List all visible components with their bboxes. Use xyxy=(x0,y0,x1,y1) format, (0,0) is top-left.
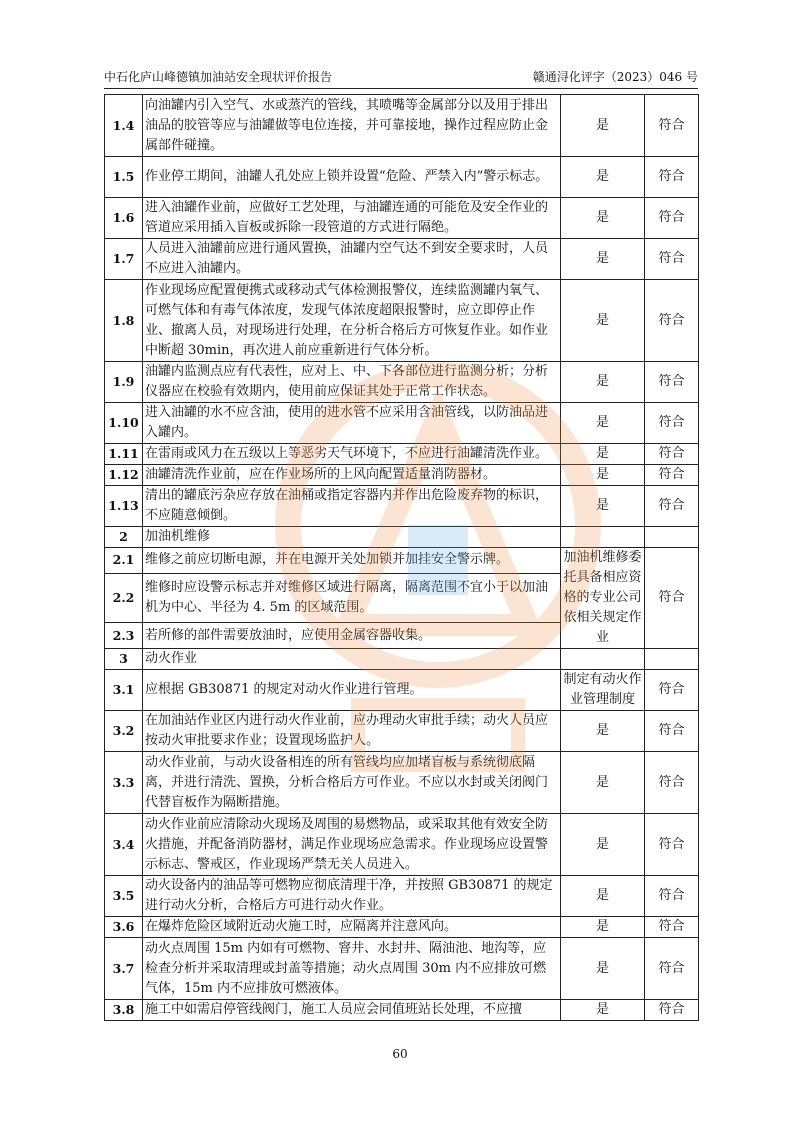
requirement-text: 动火点周围 15m 内如有可燃物、窨井、水封井、隔油池、地沟等，应检查分析并采取清理或封盖等措施；动火点周围 30m 内不应排放可燃气体，15m 内不应排放可燃液体。 xyxy=(143,938,561,1000)
compliance-status: 是 xyxy=(561,157,645,198)
evaluation-result: 符合 xyxy=(645,670,699,711)
table-row xyxy=(105,752,699,814)
item-number: 3.1 xyxy=(105,670,143,711)
table-row xyxy=(105,1000,699,1021)
compliance-status: 是 xyxy=(561,444,645,465)
compliance-status: 是 xyxy=(561,95,645,157)
compliance-status: 是 xyxy=(561,403,645,444)
requirement-text: 进入油罐作业前，应做好工艺处理，与油罐连通的可能危及安全作业的管道应采用插入盲板或拆除一段管道的方式进行隔绝。 xyxy=(143,198,561,239)
compliance-status: 制定有动火作业管理制度 xyxy=(561,670,645,711)
evaluation-result: 符合 xyxy=(645,1000,699,1021)
empty-cell xyxy=(561,649,645,670)
evaluation-result: 符合 xyxy=(645,711,699,752)
item-number: 1.10 xyxy=(105,403,143,444)
compliance-status: 是 xyxy=(561,362,645,403)
compliance-status: 是 xyxy=(561,465,645,486)
table-row xyxy=(105,280,699,362)
section-title: 加油机维修 xyxy=(143,527,561,548)
evaluation-result: 符合 xyxy=(645,362,699,403)
evaluation-result: 符合 xyxy=(645,917,699,938)
evaluation-result: 符合 xyxy=(645,444,699,465)
evaluation-result: 符合 xyxy=(645,486,699,527)
compliance-status: 是 xyxy=(561,752,645,814)
table-row xyxy=(105,527,699,548)
section-number: 2 xyxy=(105,527,143,548)
evaluation-result: 符合 xyxy=(645,876,699,917)
table-row xyxy=(105,95,699,157)
item-number: 2.3 xyxy=(105,623,143,649)
table-row xyxy=(105,465,699,486)
table-row xyxy=(105,670,699,711)
requirement-text: 进入油罐的水不应含油，使用的进水管不应采用含油管线，以防油品进入罐内。 xyxy=(143,403,561,444)
evaluation-result: 符合 xyxy=(645,403,699,444)
evaluation-result: 符合 xyxy=(645,465,699,486)
requirement-text: 在雷雨或风力在五级以上等恶劣天气环境下，不应进行油罐清洗作业。 xyxy=(143,444,561,465)
report-title: 中石化庐山峰德镇加油站安全现状评价报告 xyxy=(104,70,333,84)
requirement-text: 作业现场应配置便携式或移动式气体检测报警仪，连续监测罐内氧气、可燃气体和有毒气体浓度，发现气体浓度超限报警时，应立即停止作业、撤离人员，对现场进行处理，在分析合格后方可恢复作业。如作业中断超 30min，再次进人前应重新进行气体分析。 xyxy=(143,280,561,362)
item-number: 3.3 xyxy=(105,752,143,814)
requirement-text: 动火设备内的油品等可燃物应彻底清理干净，并按照 GB30871 的规定进行动火分析，合格后方可进行动火作业。 xyxy=(143,876,561,917)
compliance-status: 是 xyxy=(561,876,645,917)
item-number: 3.6 xyxy=(105,917,143,938)
compliance-status: 是 xyxy=(561,1000,645,1021)
section-number: 3 xyxy=(105,649,143,670)
table-row xyxy=(105,876,699,917)
evaluation-result: 符合 xyxy=(645,95,699,157)
table-row xyxy=(105,403,699,444)
item-number: 3.7 xyxy=(105,938,143,1000)
item-number: 2.1 xyxy=(105,548,143,574)
item-number: 1.7 xyxy=(105,239,143,280)
requirement-text: 维修之前应切断电源，并在电源开关处加锁并加挂安全警示牌。 xyxy=(143,548,561,574)
item-number: 1.4 xyxy=(105,95,143,157)
evaluation-result: 符合 xyxy=(645,198,699,239)
requirement-text: 在加油站作业区内进行动火作业前，应办理动火审批手续；动火人员应按动火审批要求作业；设置现场监护人。 xyxy=(143,711,561,752)
compliance-status: 是 xyxy=(561,938,645,1000)
item-number: 1.8 xyxy=(105,280,143,362)
requirement-text: 在爆炸危险区域附近动火施工时，应隔离并注意风向。 xyxy=(143,917,561,938)
evaluation-result: 符合 xyxy=(645,548,699,649)
item-number: 1.5 xyxy=(105,157,143,198)
compliance-status: 加油机维修委托具备相应资格的专业公司依相关规定作业 xyxy=(561,548,645,649)
table-row xyxy=(105,239,699,280)
requirement-text: 作业停工期间，油罐人孔处应上锁并设置“危险、严禁入内”警示标志。 xyxy=(143,157,561,198)
page-header xyxy=(104,66,698,89)
table-row xyxy=(105,157,699,198)
compliance-status: 是 xyxy=(561,280,645,362)
section-title: 动火作业 xyxy=(143,649,561,670)
requirement-text: 若所修的部件需要放油时，应使用金属容器收集。 xyxy=(143,623,561,649)
table-row xyxy=(105,198,699,239)
requirement-text: 油罐清洗作业前，应在作业场所的上风向配置适量消防器材。 xyxy=(143,465,561,486)
safety-checklist-table xyxy=(104,94,699,1021)
item-number: 3.4 xyxy=(105,814,143,876)
requirement-text: 维修时应设警示标志并对维修区域进行隔离，隔离范围不宜小于以加油机为中心、半径为 4. 5m 的区域范围。 xyxy=(143,573,561,623)
compliance-status: 是 xyxy=(561,239,645,280)
table-row xyxy=(105,917,699,938)
compliance-status: 是 xyxy=(561,917,645,938)
empty-cell xyxy=(561,527,645,548)
requirement-text: 动火作业前应清除动火现场及周围的易燃物品，或采取其他有效安全防火措施，并配备消防器材，满足作业现场应急需求。作业现场应设置警示标志、警戒区，作业现场严禁无关人员进入。 xyxy=(143,814,561,876)
requirement-text: 施工中如需启停管线阀门，施工人员应会同值班站长处理，不应擅 xyxy=(143,1000,561,1021)
compliance-status: 是 xyxy=(561,486,645,527)
requirement-text: 向油罐内引入空气、水或蒸汽的管线，其喷嘴等金属部分以及用于排出油品的胶管等应与油罐做等电位连接，并可靠接地，操作过程应防止金属部件碰撞。 xyxy=(143,95,561,157)
table-row xyxy=(105,649,699,670)
requirement-text: 油罐内监测点应有代表性，应对上、中、下各部位进行监测分析；分析仪器应在校验有效期内，使用前应保证其处于正常工作状态。 xyxy=(143,362,561,403)
item-number: 1.11 xyxy=(105,444,143,465)
evaluation-result: 符合 xyxy=(645,938,699,1000)
item-number: 2.2 xyxy=(105,573,143,623)
table-row xyxy=(105,548,699,574)
table-row xyxy=(105,444,699,465)
item-number: 1.6 xyxy=(105,198,143,239)
evaluation-result: 符合 xyxy=(645,239,699,280)
evaluation-result: 符合 xyxy=(645,814,699,876)
item-number: 3.2 xyxy=(105,711,143,752)
table-row xyxy=(105,362,699,403)
page-number: 60 xyxy=(392,1047,408,1061)
evaluation-result: 符合 xyxy=(645,157,699,198)
item-number: 1.13 xyxy=(105,486,143,527)
requirement-text: 人员进入油罐前应进行通风置换，油罐内空气达不到安全要求时，人员不应进入油罐内。 xyxy=(143,239,561,280)
requirement-text: 应根据 GB30871 的规定对动火作业进行管理。 xyxy=(143,670,561,711)
compliance-status: 是 xyxy=(561,711,645,752)
table-row xyxy=(105,814,699,876)
requirement-text: 动火作业前，与动火设备相连的所有管线均应加堵盲板与系统彻底隔离，并进行清洗、置换，分析合格后方可作业。不应以水封或关闭阀门代替盲板作为隔断措施。 xyxy=(143,752,561,814)
item-number: 3.8 xyxy=(105,1000,143,1021)
evaluation-result: 符合 xyxy=(645,752,699,814)
requirement-text: 清出的罐底污杂应存放在油桶或指定容器内并作出危险废弃物的标识，不应随意倾倒。 xyxy=(143,486,561,527)
item-number: 1.12 xyxy=(105,465,143,486)
item-number: 3.5 xyxy=(105,876,143,917)
evaluation-result: 符合 xyxy=(645,280,699,362)
compliance-status: 是 xyxy=(561,198,645,239)
empty-cell xyxy=(645,527,699,548)
compliance-status: 是 xyxy=(561,814,645,876)
table-row xyxy=(105,486,699,527)
table-row xyxy=(105,938,699,1000)
empty-cell xyxy=(645,649,699,670)
report-number: 赣通浔化评字（2023）046 号 xyxy=(532,70,698,84)
table-row xyxy=(105,711,699,752)
item-number: 1.9 xyxy=(105,362,143,403)
